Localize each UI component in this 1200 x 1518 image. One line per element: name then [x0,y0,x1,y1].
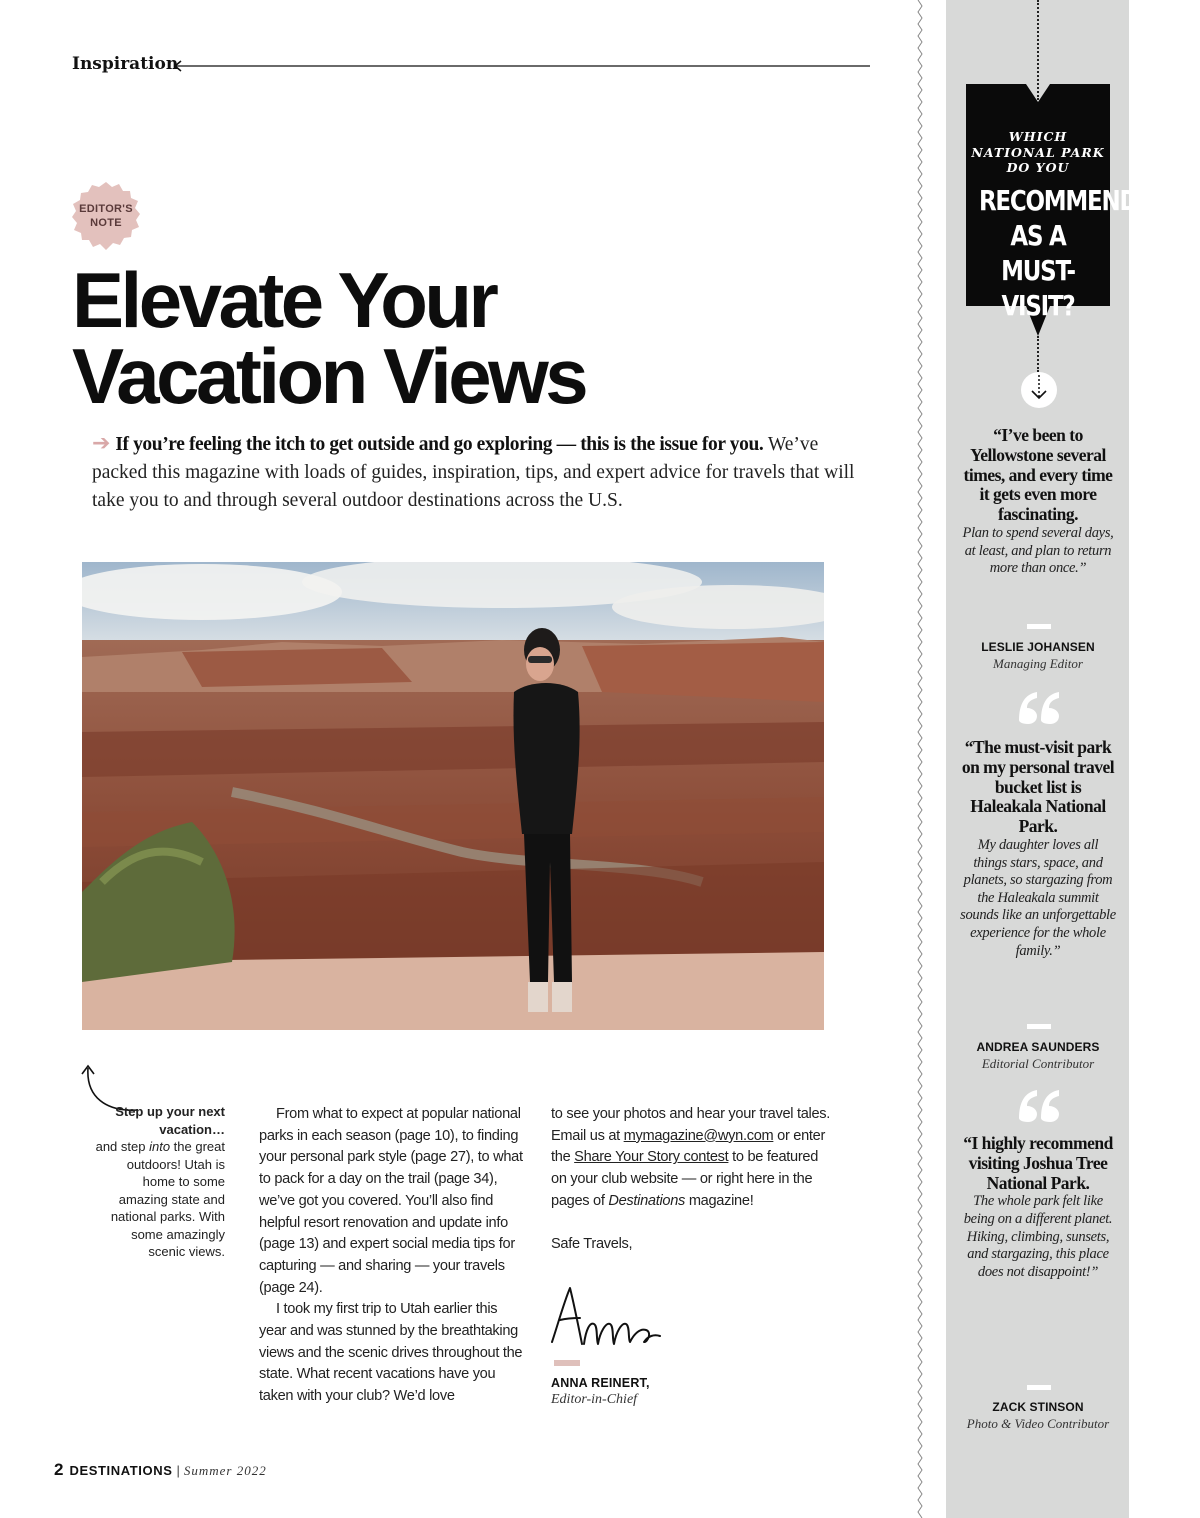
quote-2-italic: My daughter loves all things stars, space, and planets, so stargazing from the Haleakala summit sounds like an unforgettable experience for the whole family.” [960,836,1116,959]
down-arrow-icon [1020,371,1058,409]
footer-separator: | [176,1463,180,1478]
magazine-name: DESTINATIONS [69,1463,173,1478]
quote-2-bold: “The must-visit park on my personal travel bucket list is Haleakala National Park. [961,737,1115,837]
p3-magazine-name: Destinations [608,1192,686,1209]
quote-3-bold: “I highly recommend visiting Joshua Tree National Park. [963,1133,1113,1193]
quote-1-role: Managing Editor [993,656,1083,671]
signature-divider [554,1360,580,1366]
photo-caption [92,1103,225,1261]
title-line-2: Vacation Views [72,332,586,420]
quote-1-italic: Plan to spend several days, at least, and plan to return more than once.” [962,524,1114,577]
title-line-1: Elevate Your [72,256,496,344]
banner-question-big: RECOMMEND AS A MUST-VISIT? [978,184,1138,322]
quote-3-name: ZACK STINSON [992,1400,1084,1414]
section-label: Inspiration [72,54,179,74]
p3-text-c: to be featured on your club website — or right here in the pages of [551,1149,819,1209]
contest-link[interactable]: Share Your Story contest [574,1149,729,1166]
quote-mark-icon [1015,690,1063,724]
signer-name: ANNA REINERT, [551,1376,650,1390]
signer-title: Editor-in-Chief [551,1392,638,1407]
page-number: 2 [54,1460,64,1479]
back-arrow-icon [172,56,870,76]
caption-text: and step [95,1139,150,1154]
caption-bold: Step up your next vacation… [115,1104,225,1137]
p3-text-b: or enter the [551,1127,826,1166]
quote-3-role: Photo & Video Contributor [966,1416,1110,1431]
caption-text-rest: the great outdoors! Utah is home to some amazing state and national parks. With some amazingly scenic views. [110,1139,225,1259]
dotted-line-bottom [1037,336,1039,372]
quote-2 [960,738,1116,960]
signature [548,1284,668,1354]
body-paragraph-3 [551,1104,831,1213]
quote-1-name: LESLIE JOHANSEN [981,640,1095,654]
page-title [72,256,792,420]
p3-text-a: to see your photos and hear your travel tales. Email us at [551,1106,831,1144]
canyon-photo [82,562,824,1030]
banner-question-small: WHICH NATIONAL PARK DO YOU [971,129,1105,175]
quote-1-divider [1027,624,1051,629]
quote-mark-icon [1015,1088,1063,1122]
editors-note-label [72,202,140,230]
quote-1 [960,426,1116,578]
p3-text-d: magazine! [685,1192,754,1209]
body-paragraph-1: From what to expect at popular national parks in each season (page 10), to finding your personal park style (page 27), to what to pack for a day on the trail (page 34), we’ve got you covered. You’ll also find helpful resort renovation and update info (page 13) and expert social media tips for capturing — and sharing — your travels (page 24). [259,1106,523,1296]
closing: Safe Travels, [551,1235,633,1252]
quote-2-divider [1027,1024,1051,1029]
issue-date: Summer 2022 [183,1463,267,1478]
body-paragraph-2: I took my first trip to Utah earlier this year and was stunned by the breathtaking views and the scenic drives throughout the state. What recent vacations have you taken with your club? We’d love [259,1301,523,1405]
body-column-2 [551,1104,831,1255]
email-link[interactable]: mymagazine@wyn.com [623,1127,774,1144]
body-column-1 [259,1104,527,1408]
right-arrow-icon: ➔ [92,431,111,456]
quote-2-name: ANDREA SAUNDERS [976,1040,1100,1054]
quote-3-divider [1027,1385,1051,1390]
badge-line-2: NOTE [90,217,122,229]
quote-2-role: Editorial Contributor [981,1056,1095,1071]
quote-1-bold: “I’ve been to Yellowstone several times, and every time it gets even more fascinating. [963,425,1113,525]
dek-body: We’ve packed this magazine with loads of guides, inspiration, tips, and expert advice for travels that will take you to and through several outdoor destinations across the U.S. [92,434,855,511]
intro-dek [92,430,862,515]
zigzag-divider [908,0,932,1518]
quote-3 [960,1134,1116,1281]
dek-lead: If you’re feeling the itch to get outside and go exploring — this is the issue for you. [115,434,764,455]
page-footer [54,1460,267,1480]
caption-italic: into [149,1139,171,1154]
badge-line-1: EDITOR'S [79,203,133,215]
quote-3-italic: The whole park felt like being on a different planet. Hiking, climbing, sunsets, and stargazing, this place does not disappoint!” [963,1193,1113,1280]
